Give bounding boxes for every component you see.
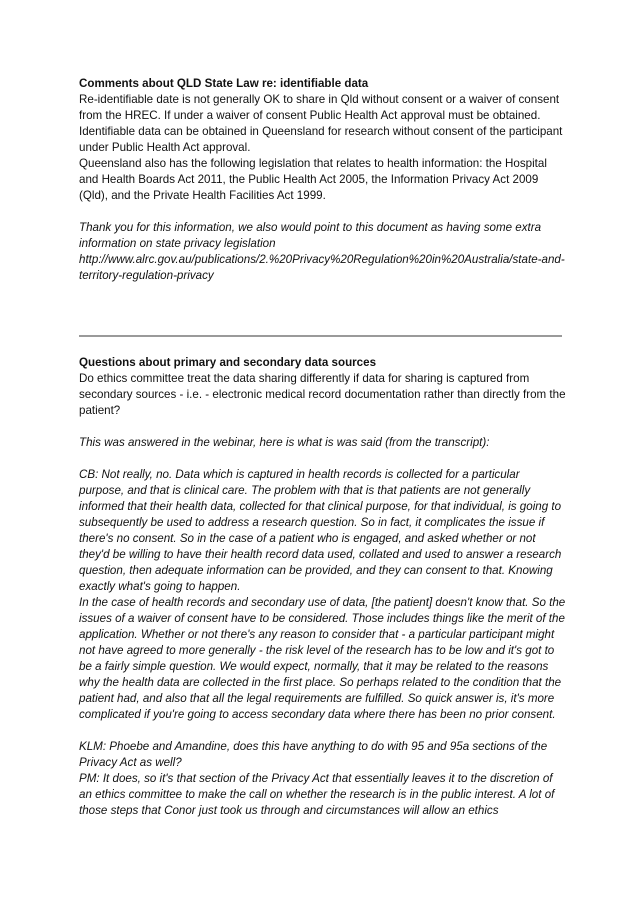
paragraph: Queensland also has the following legislation that relates to health information: the Hospital and Health Boards Act 2011, the Public Health Act 2005, the Information Privacy Act 2009 (Qld), and the Private Health Facilities Act 1999. (79, 157, 547, 202)
reference-link[interactable]: http://www.alrc.gov.au/publications/2.%20Privacy%20Regulation%20in%20Australia/state-and-territory-regulation-privacy (79, 253, 565, 282)
answer-intro: This was answered in the webinar, here is what is was said (from the transcript): (79, 436, 490, 449)
paragraph: Identifiable data can be obtained in Queensland for research without consent of the participant under Public Health Act approval. (79, 125, 563, 154)
transcript-cb-part1: CB: Not really, no. Data which is captured in health records is collected for a particular purpose, and that is clinical care. The problem with that is that patients are not generally informed that their health data, collected for that clinical purpose, for that individual, is going to subsequently be used to address a research question. So in fact, it complicates the issue if there's no consent. So in the case of a patient who is engaged, and asked whether or not they'd be willing to have their health record data used, collated and used to answer a research question, then adequate information can be provided, and they can consent to that. Knowing exactly what's going to happen. (79, 468, 562, 593)
paragraph: Re-identifiable date is not generally OK to share in Qld without consent or a waiver of consent from the HREC. If under a waiver of consent Public Health Act approval must be obtained. (79, 93, 560, 122)
transcript-cb-part2: In the case of health records and secondary use of data, [the patient] doesn't know that. So the issues of a waiver of consent have to be considered. Those includes things like the merit of the application. Whether or not there's any reason to consider that - a particular participant might not have agreed to more generally - the risk level of the research has to be low and it's got to be a fairly simple question. We would expect, normally, that it may be related to the reasons why the health data are collected in the first place. So perhaps related to the condition that the patient had, and also that all the legal requirements are fulfilled. So quick answer is, it's more complicated if you're going to access secondary data where there has been no prior consent. (79, 596, 566, 721)
transcript-pm: PM: It does, so it's that section of the Privacy Act that essentially leaves it to the discretion of an ethics committee to make the call on whether the research is in the public interest. A lot of those steps that Conor just took us through and circumstances will allow an ethics (79, 772, 555, 817)
question-text: Do ethics committee treat the data sharing differently if data for sharing is captured from secondary sources - i.e. - electronic medical record documentation rather than directly from the patient? (79, 372, 566, 417)
transcript-klm: KLM: Phoebe and Amandine, does this have anything to do with 95 and 95a sections of the Privacy Act as well? (79, 740, 548, 769)
section-qld-state-law (79, 76, 567, 284)
section-heading: Questions about primary and secondary data sources (79, 356, 377, 369)
section-divider (79, 335, 562, 337)
section-data-sources (79, 355, 567, 819)
section-heading: Comments about QLD State Law re: identifiable data (79, 77, 369, 90)
reply-text: Thank you for this information, we also would point to this document as having some extra information on state privacy legislation (79, 221, 542, 250)
